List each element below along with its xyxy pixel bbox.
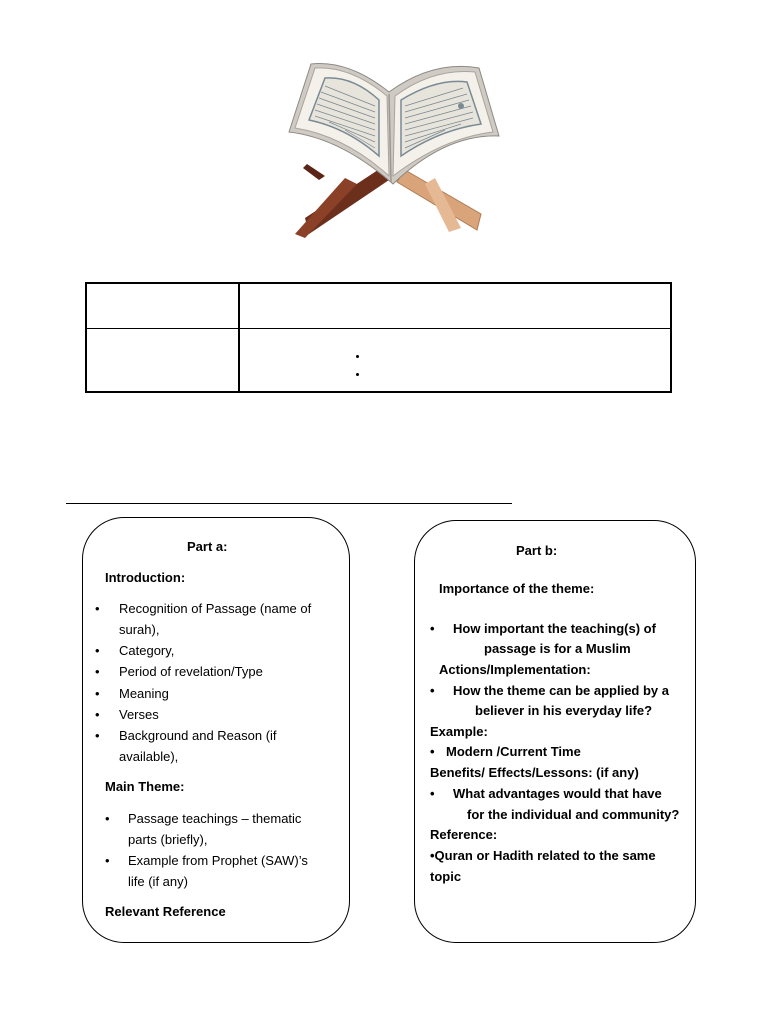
intro-item-cont: surah), — [119, 622, 160, 637]
bullet-icon: • — [95, 707, 100, 722]
importance-label: Importance of the theme: — [439, 581, 595, 596]
theme-item: Example from Prophet (SAW)’s — [128, 853, 308, 868]
bullet-icon: • — [95, 664, 100, 679]
reference-label: Reference: — [430, 827, 498, 842]
example-label: Example: — [430, 724, 488, 739]
table-row — [87, 284, 670, 329]
theme-item-cont: life (if any) — [128, 874, 188, 889]
part-a-card — [82, 517, 350, 943]
bullet-icon: • — [430, 786, 435, 801]
benefits-item-cont: for the individual and community? — [467, 807, 680, 822]
actions-label: Actions/Implementation: — [439, 662, 591, 677]
reference-item: •Quran or Hadith related to the same — [430, 848, 656, 863]
bullet-icon: • — [430, 744, 435, 759]
introduction-label: Introduction: — [105, 570, 186, 585]
intro-item: Meaning — [119, 686, 169, 701]
example-item: Modern /Current Time — [446, 744, 581, 759]
bullet-icon: • — [430, 683, 435, 698]
bullet-icon: • — [95, 686, 100, 701]
horizontal-rule — [66, 503, 512, 504]
intro-item-cont: available), — [119, 749, 179, 764]
table-column-divider — [238, 284, 240, 391]
theme-item-cont: parts (briefly), — [128, 832, 208, 847]
actions-item-cont: believer in his everyday life? — [475, 703, 653, 718]
bullet-icon: • — [95, 728, 100, 743]
intro-item: Background and Reason (if — [119, 728, 277, 743]
part-b-heading: Part b: — [516, 543, 558, 558]
reference-item-cont: topic — [430, 869, 462, 884]
bullet-dot — [356, 355, 359, 358]
part-b-card — [414, 520, 696, 943]
intro-item: Period of revelation/Type — [119, 664, 263, 679]
benefits-item: What advantages would that have — [453, 786, 662, 801]
bullet-icon: • — [105, 853, 110, 868]
part-a-heading: Part a: — [187, 539, 228, 554]
table-row — [87, 329, 670, 391]
theme-item: Passage teachings – thematic — [128, 811, 302, 826]
bullet-dot — [356, 373, 359, 376]
intro-item: Recognition of Passage (name of — [119, 601, 312, 616]
intro-item: Category, — [119, 643, 175, 658]
quran-on-stand-icon — [285, 58, 505, 240]
bullet-icon: • — [95, 643, 100, 658]
bullet-icon: • — [105, 811, 110, 826]
benefits-label: Benefits/ Effects/Lessons: (if any) — [430, 765, 639, 780]
main-theme-label: Main Theme: — [105, 779, 185, 794]
info-table — [85, 282, 672, 393]
bullet-icon: • — [95, 601, 100, 616]
relevant-reference-label: Relevant Reference — [105, 904, 226, 919]
bullet-icon: • — [430, 621, 435, 636]
actions-item: How the theme can be applied by a — [453, 683, 669, 698]
intro-item: Verses — [119, 707, 159, 722]
importance-item: How important the teaching(s) of — [453, 621, 656, 636]
importance-item-cont: passage is for a Muslim — [484, 641, 631, 656]
